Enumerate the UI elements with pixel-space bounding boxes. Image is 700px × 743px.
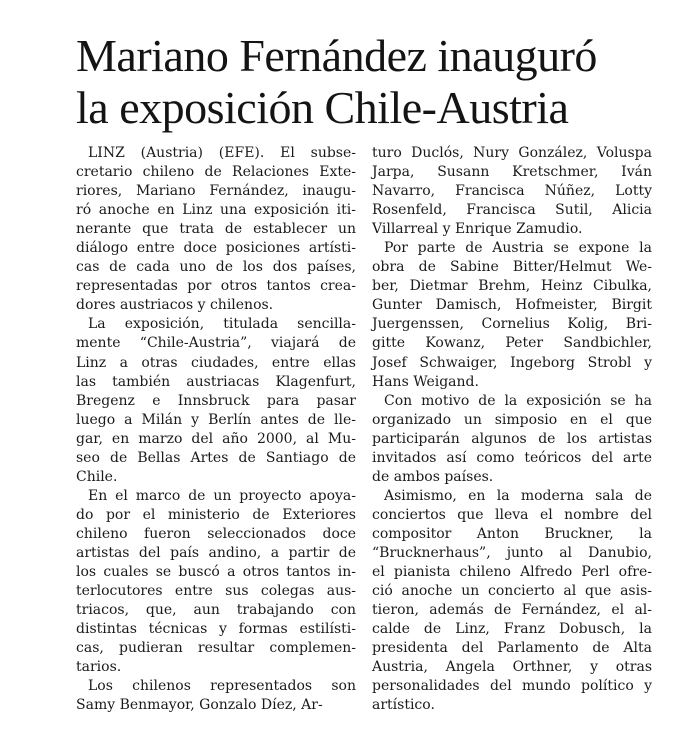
text-line: La exposición, titulada sencilla- [88,316,356,333]
text-line: representadas por otros tantos crea- [76,278,356,295]
text-line: invitados así como teóricos del arte [372,449,652,466]
text-line: artístico. [372,697,435,714]
headline-line: la exposición Chile-Austria [76,82,569,133]
text-line: nerante que trata de establecer un [76,221,356,238]
text-line: participarán algunos de los artistas [372,430,652,447]
text-line: Austria, Angela Orthner, y otras [372,659,652,676]
text-line: tarios. [76,659,122,676]
text-line: luego a Milán y Berlín antes de lle- [76,411,356,428]
text-line: los cuales se buscó a otros tantos in- [76,564,356,581]
text-line: cas de cada uno de los dos países, [76,259,356,276]
text-line: Los chilenos representados son [88,678,356,695]
text-line: ció anoche un concierto al que asis- [372,583,652,600]
headline-line: Mariano Fernández inauguró [76,30,597,81]
text-line: de ambos países. [372,468,494,485]
text-line: conciertos que lleva el nombre del [372,506,652,523]
text-line: Por parte de Austria se expone la [384,240,652,257]
text-line: chileno fueron seleccionados doce [76,525,356,542]
text-line: Juergenssen, Cornelius Kolig, Bri- [372,316,652,333]
paragraph [372,239,652,391]
text-line: gar, en marzo del año 2000, al Mu- [76,430,356,447]
text-line: Con motivo de la exposición se ha [384,392,652,409]
text-line: obra de Sabine Bitter/Helmut We- [372,259,652,276]
text-line: calde de Linz, Franz Dobusch, la [372,621,652,638]
column-right [372,144,652,715]
text-line: Bregenz e Innsbruck para pasar [76,392,356,409]
text-line: Linz a otras ciudades, entre ellas [76,354,356,371]
paragraph [372,144,652,239]
text-line: compositor Anton Bruckner, la [372,525,652,542]
text-line: el pianista chileno Alfredo Perl ofre- [372,564,652,581]
text-line: las también austriacas Klagenfurt, [76,373,356,390]
text-line: presidenta del Parlamento de Alta [372,640,652,657]
column-left [76,144,356,715]
paragraph [76,315,356,486]
text-line: terlocutores entre sus colegas aus- [76,583,356,600]
text-line: “Brucknerhaus”, junto al Danubio, [372,544,652,561]
text-line: ber, Dietmar Brehm, Heinz Cibulka, [372,278,652,295]
text-line: diálogo entre doce posiciones artísti- [76,240,356,257]
text-line: Villarreal y Enrique Zamudio. [372,221,583,238]
text-line: LINZ (Austria) (EFE). El subse- [88,145,356,161]
text-line: En el marco de un proyecto apoya- [88,487,356,504]
text-line: dores austriacos y chilenos. [76,297,274,314]
text-line: cas, pudieran resultar complemen- [76,640,356,657]
paragraph [76,487,356,677]
text-line: Hans Weigand. [372,373,479,390]
text-line: Asimismo, en la moderna sala de [384,487,652,504]
text-line: Josef Schwaiger, Ingeborg Strobl y [372,354,652,371]
paragraph [372,392,652,487]
text-line: Samy Benmayor, Gonzalo Díez, Ar- [76,697,323,714]
text-line: triacos, que, aun trabajando con [76,602,356,619]
headline [76,30,676,134]
paragraph [76,677,356,715]
text-line: riores, Mariano Fernández, inaugu- [76,183,356,200]
text-line: cretario chileno de Relaciones Exte- [76,164,356,181]
text-line: seo de Bellas Artes de Santiago de [76,449,356,466]
text-line: personalidades del mundo político y [372,678,652,695]
text-line: tieron, además de Fernández, el al- [372,602,652,619]
text-line: Jarpa, Susann Kretschmer, Iván [372,164,652,181]
text-line: do por el ministerio de Exteriores [76,506,356,523]
text-line: Gunter Damisch, Hofmeister, Birgit [372,297,652,314]
text-line: Rosenfeld, Francisca Sutil, Alicia [372,202,652,219]
text-line: turo Duclós, Nury González, Voluspa [372,145,652,161]
text-line: Chile. [76,468,118,485]
text-line: distintas técnicas y formas estilísti- [76,621,356,638]
text-line: organizado un simposio en el que [372,411,652,428]
paragraph [372,487,652,716]
text-line: ró anoche en Linz una exposición iti- [76,202,356,219]
paragraph [76,144,356,315]
text-line: Navarro, Francisca Núñez, Lotty [372,183,652,200]
text-line: gitte Kowanz, Peter Sandbichler, [372,335,652,352]
text-line: mente “Chile-Austria”, viajará de [76,335,356,352]
text-line: artistas del país andino, a partir de [76,544,356,561]
